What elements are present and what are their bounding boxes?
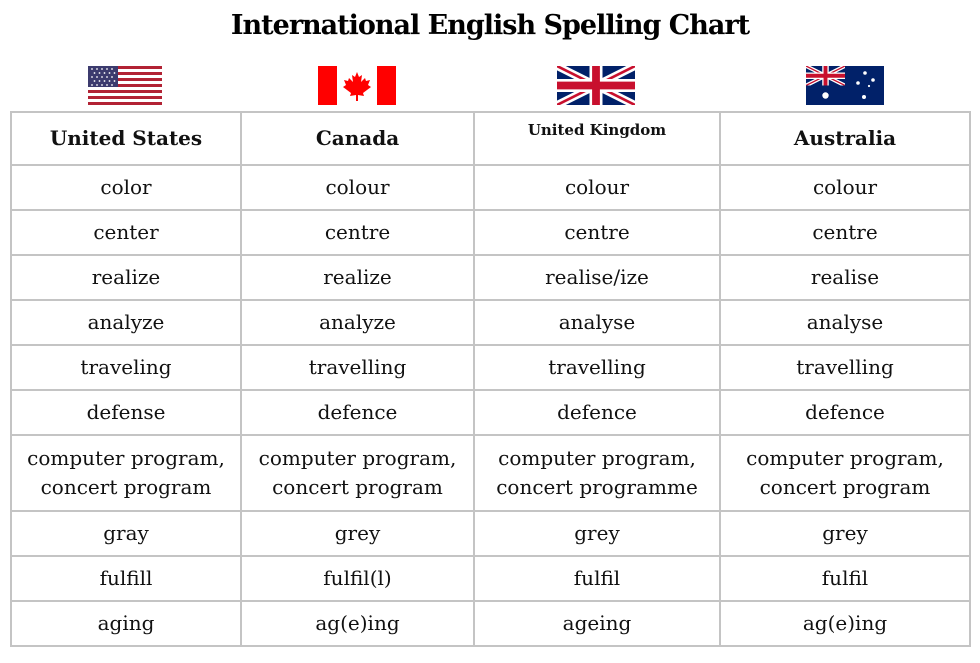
table-cell: fulfil (720, 556, 970, 601)
table-cell: gray (11, 511, 241, 556)
table-cell: analyze (11, 300, 241, 345)
table-cell: realise (720, 255, 970, 300)
table-cell: travelling (474, 345, 720, 390)
table-cell: center (11, 210, 241, 255)
table-cell: centre (241, 210, 474, 255)
header-united-kingdom: United Kingdom (474, 112, 720, 165)
table-cell: colour (241, 165, 474, 210)
cell-line: computer program, (746, 446, 944, 470)
table-cell: fulfil(l) (241, 556, 474, 601)
table-cell: ageing (474, 601, 720, 646)
cell-line: concert programme (496, 475, 698, 499)
uk-flag-icon (557, 66, 635, 105)
table-cell: travelling (720, 345, 970, 390)
table-cell: fulfil (474, 556, 720, 601)
table-cell: traveling (11, 345, 241, 390)
spelling-table (10, 111, 971, 647)
table-cell: analyse (720, 300, 970, 345)
table-cell (11, 435, 241, 511)
table-row (11, 255, 970, 300)
table-cell: analyze (241, 300, 474, 345)
table-cell: aging (11, 601, 241, 646)
table-cell: centre (474, 210, 720, 255)
cell-line: computer program, (498, 446, 696, 470)
table-cell: color (11, 165, 241, 210)
table-cell: realize (241, 255, 474, 300)
australia-flag-icon (806, 66, 884, 105)
table-cell: grey (474, 511, 720, 556)
table-cell: centre (720, 210, 970, 255)
table-cell: analyse (474, 300, 720, 345)
header-canada: Canada (241, 112, 474, 165)
table-row (11, 511, 970, 556)
cell-line: concert program (759, 475, 931, 499)
page-title: International English Spelling Chart (230, 10, 750, 41)
header-united-states: United States (11, 112, 241, 165)
header-row (11, 112, 970, 165)
table-cell: realise/ize (474, 255, 720, 300)
table-cell: defence (720, 390, 970, 435)
table-row (11, 435, 970, 511)
cell-line: computer program, (258, 446, 457, 470)
table-row (11, 556, 970, 601)
table-cell: realize (11, 255, 241, 300)
table-cell: defense (11, 390, 241, 435)
header-australia: Australia (720, 112, 970, 165)
canada-flag-icon (318, 66, 396, 105)
table-cell: colour (474, 165, 720, 210)
table-cell: colour (720, 165, 970, 210)
cell-line: computer program, (27, 446, 225, 470)
table-cell: ag(e)ing (720, 601, 970, 646)
table-cell: ag(e)ing (241, 601, 474, 646)
table-cell (241, 435, 474, 511)
table-cell: defence (474, 390, 720, 435)
cell-line: concert program (40, 475, 212, 499)
table-row (11, 300, 970, 345)
table-cell: fulfill (11, 556, 241, 601)
table-cell: grey (720, 511, 970, 556)
table-row (11, 601, 970, 646)
table-row (11, 390, 970, 435)
table-row (11, 345, 970, 390)
us-flag-icon (88, 66, 162, 105)
cell-line: concert program (272, 475, 443, 499)
table-cell: grey (241, 511, 474, 556)
table-cell: travelling (241, 345, 474, 390)
table-cell: defence (241, 390, 474, 435)
table-row (11, 210, 970, 255)
table-cell (474, 435, 720, 511)
table-cell (720, 435, 970, 511)
table-row (11, 165, 970, 210)
